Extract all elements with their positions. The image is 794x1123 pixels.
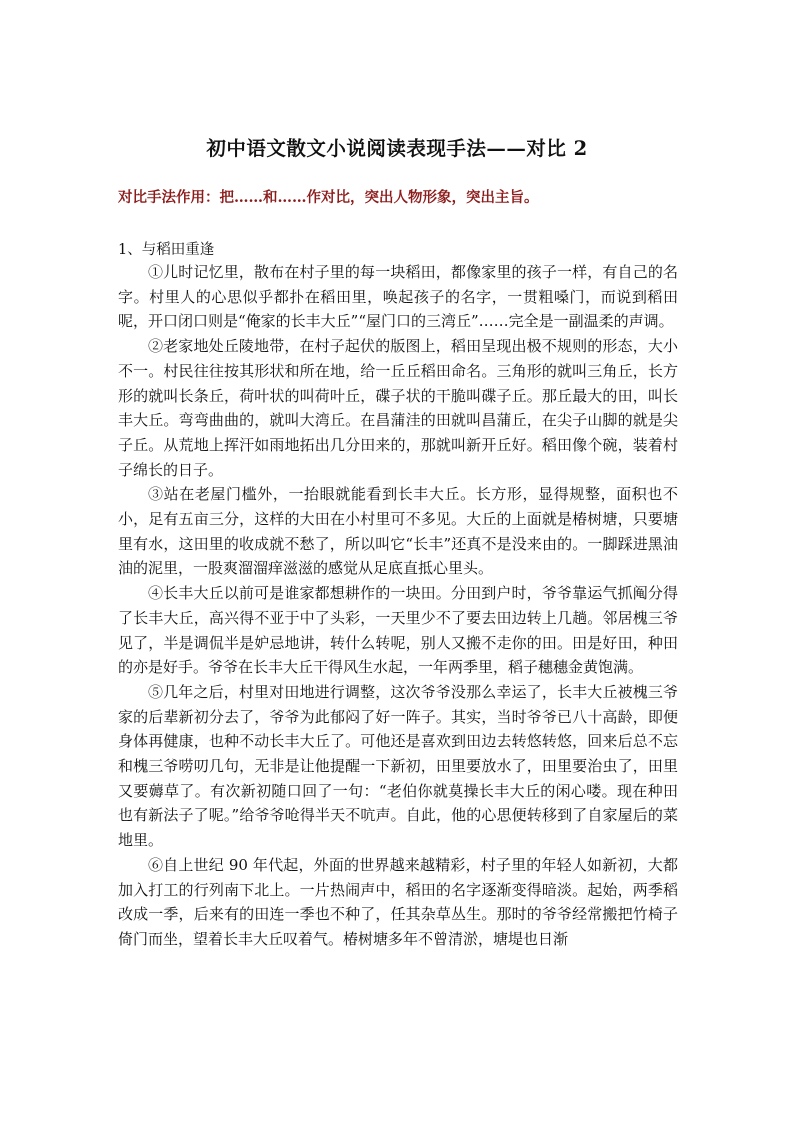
paragraph-2: ②老家地处丘陵地带，在村子起伏的版图上，稻田呈现出极不规则的形态，大小不一。村民往往按其形状和所在地，给一丘丘稻田命名。三角形的就叫三角丘，长方形的就叫长条丘，荷叶状的叫荷叶丘，碟子状的干脆叫碟子丘。那丘最大的田，叫长丰大丘。弯弯曲曲的，就叫大湾丘。在昌蒲洼的田就叫昌蒲丘，在尖子山脚的就是尖子丘。从荒地上挥汗如雨地拓出几分田来的，那就叫新开丘好。稻田像个碗，装着村子绵长的日子。 [118, 337, 678, 479]
article-body [118, 260, 678, 952]
paragraph-4: ④长丰大丘以前可是谁家都想耕作的一块田。分田到户时，爷爷靠运气抓阄分得了长丰大丘，高兴得不亚于中了头彩，一天里少不了要去田边转上几趟。邻居槐三爷见了，半是调侃半是妒忌地讲，转什么转呢，别人又搬不走你的田。田是好田，种田的亦是好手。爷爷在长丰大丘干得风生水起，一年两季里，稻子穗穗金黄饱满。 [118, 584, 678, 677]
page-title: 初中语文散文小说阅读表现手法——对比 2 [206, 137, 588, 160]
contrast-technique-note: 对比手法作用：把……和……作对比，突出人物形象，突出主旨。 [118, 189, 539, 206]
paragraph-5: ⑤几年之后，村里对田地进行调整，这次爷爷没那么幸运了，长丰大丘被槐三爷家的后辈新初分去了，爷爷为此郁闷了好一阵子。其实，当时爷爷已八十高龄，即便身体再健康，也种不动长丰大丘了。可他还是喜欢到田边去转悠转悠，回来后总不忘和槐三爷唠叨几句，无非是让他提醒一下新初，田里要放水了，田里要治虫了，田里又要薅草了。有次新初随口回了一句：“老伯你就莫操长丰大丘的闲心喽。现在种田也有新法子了呢。”给爷爷呛得半天不吭声。自此，他的心思便转移到了自家屋后的菜地里。 [118, 682, 678, 850]
paragraph-3: ③站在老屋门槛外，一抬眼就能看到长丰大丘。长方形，显得规整，面积也不小，足有五亩三分，这样的大田在小村里可不多见。大丘的上面就是椿树塘，只要塘里有水，这田里的收成就不愁了，所以叫它“长丰”还真不是没来由的。一脚踩进黑油油的泥里，一股爽溜溜痒滋滋的感觉从足底直抵心里头。 [118, 485, 678, 578]
paragraph-6: ⑥自上世纪 90 年代起，外面的世界越来越精彩，村子里的年轻人如新初，大都加入打工的行列南下北上。一片热闹声中，稻田的名字逐渐变得暗淡。起始，两季稻改成一季，后来有的田连一季也不种了，任其杂草丛生。那时的爷爷经常搬把竹椅子倚门而坐，望着长丰大丘叹着气。椿树塘多年不曾清淤，塘堤也日渐 [118, 855, 678, 948]
paragraph-1: ①儿时记忆里，散布在村子里的每一块稻田，都像家里的孩子一样，有自己的名字。村里人的心思似乎都扑在稻田里，唤起孩子的名字，一贯粗嗓门，而说到稻田呢，开口闭口则是“俺家的长丰大丘”“屋门口的三湾丘”……完全是一副温柔的声调。 [118, 263, 678, 331]
section-heading: 1、与稻田重逢 [118, 242, 215, 258]
